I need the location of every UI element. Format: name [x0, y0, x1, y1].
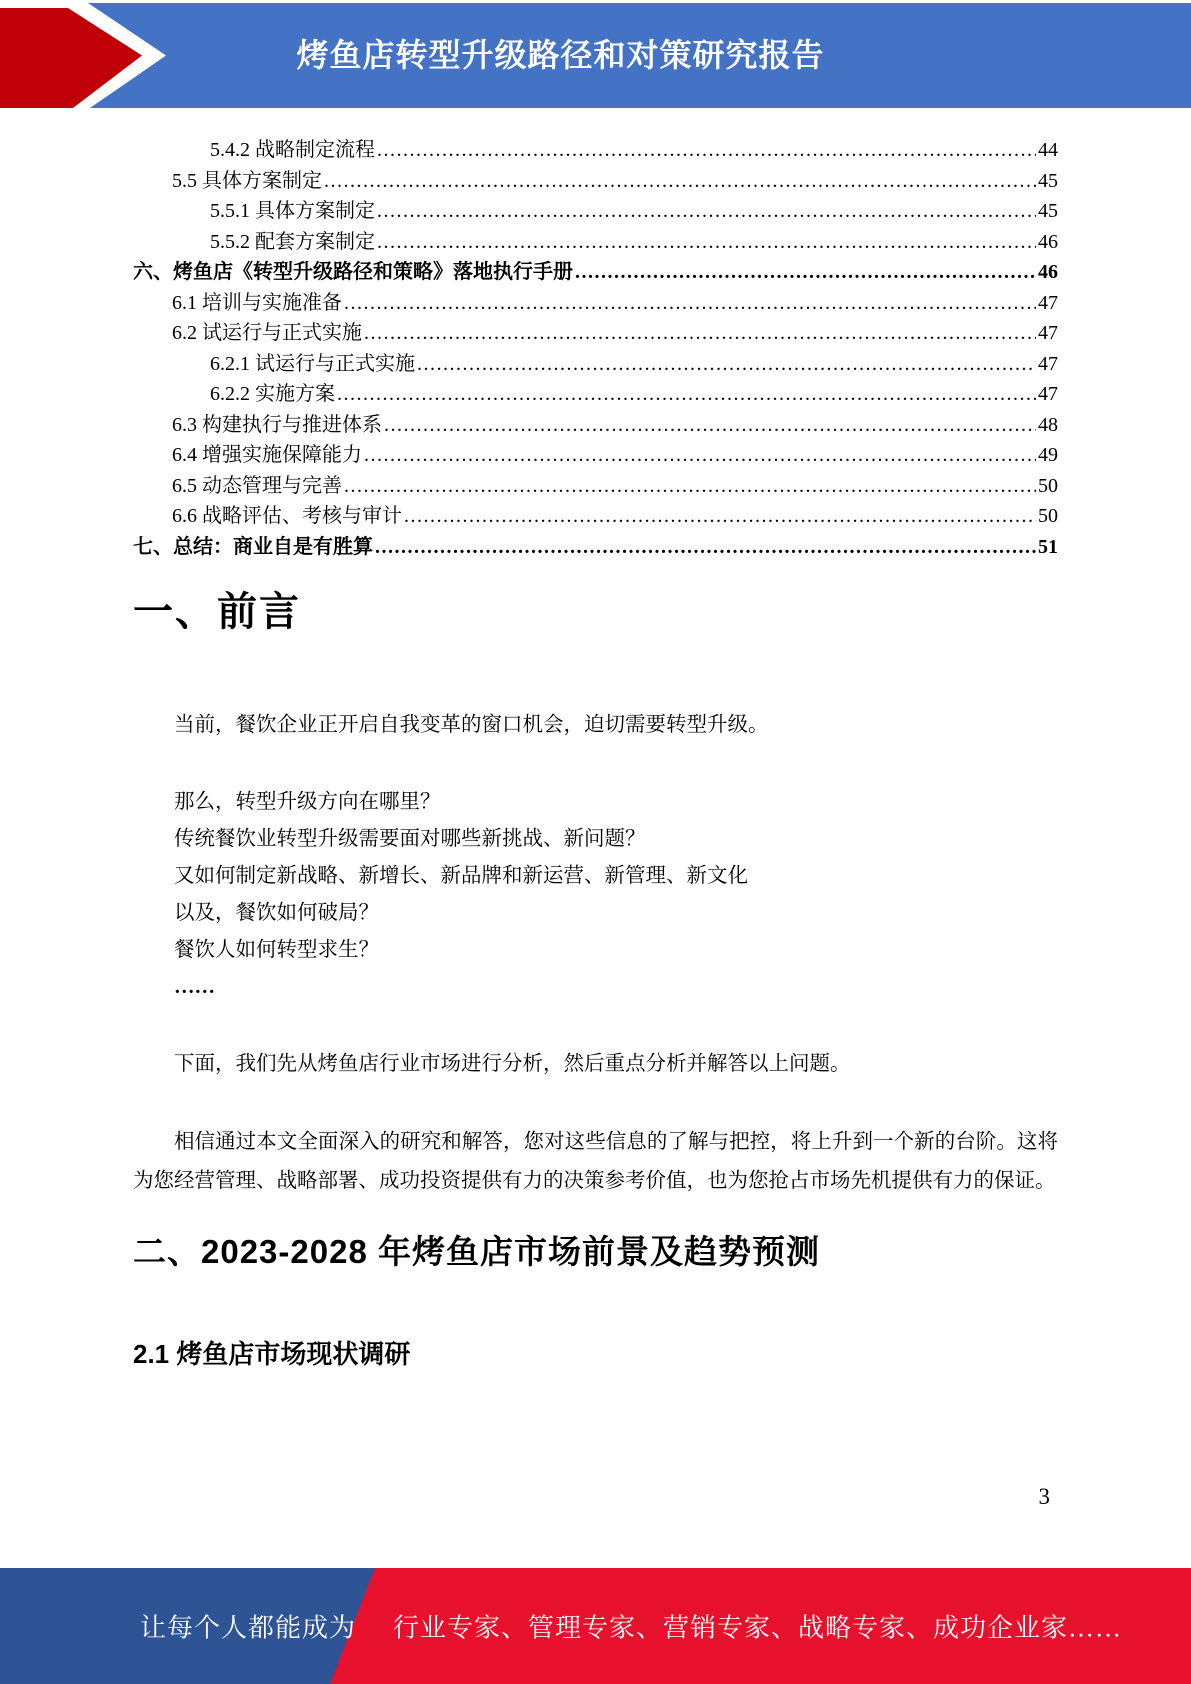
preface-paragraph-3: 相信通过本文全面深入的研究和解答，您对这些信息的了解与把控，将上升到一个新的台阶。这将为您经营管理、战略部署、成功投资提供有力的决策参考价值，也为您抢占市场先机提供有力的保证。	[133, 1131, 1058, 1192]
toc-page-number: 46	[1038, 261, 1058, 283]
toc-entry-label: 七、总结：商业自是有胜算	[133, 535, 373, 558]
toc-page-number: 45	[1038, 200, 1058, 222]
toc-entry[interactable]	[133, 532, 1058, 563]
toc-entry[interactable]	[133, 379, 1058, 410]
toc-entry[interactable]	[133, 288, 1058, 319]
table-of-contents	[133, 135, 1058, 562]
toc-dotted-leader	[417, 349, 1036, 380]
toc-entry[interactable]	[133, 349, 1058, 380]
toc-entry-label: 6.2 试运行与正式实施	[172, 322, 362, 344]
toc-entry-label: 6.6 战略评估、考核与审计	[172, 505, 402, 527]
section-heading-chapter2: 二、2023-2028 年烤鱼店市场前景及趋势预测	[133, 1233, 820, 1270]
toc-dotted-leader	[377, 135, 1036, 166]
toc-entry[interactable]	[133, 166, 1058, 197]
toc-page-number: 47	[1038, 322, 1058, 344]
toc-entry-label: 5.4.2 战略制定流程	[210, 139, 375, 161]
toc-entry-label: 6.2.2 实施方案	[210, 383, 335, 405]
report-title: 烤鱼店转型升级路径和对策研究报告	[296, 37, 825, 73]
toc-dotted-leader	[375, 532, 1036, 563]
toc-dotted-leader	[364, 440, 1036, 471]
toc-entry[interactable]	[133, 501, 1058, 532]
toc-entry-label: 六、烤鱼店《转型升级路径和策略》落地执行手册	[133, 261, 573, 283]
toc-page-number: 47	[1038, 291, 1058, 314]
preface-paragraph-2: 下面，我们先从烤鱼店行业市场进行分析，然后重点分析并解答以上问题。	[174, 1053, 851, 1075]
toc-page-number: 48	[1038, 413, 1058, 436]
toc-entry[interactable]	[133, 227, 1058, 258]
toc-entry[interactable]	[133, 318, 1058, 349]
footer-slogan-left: 让每个人都能成为	[140, 1613, 357, 1643]
toc-entry-label: 6.2.1 试运行与正式实施	[210, 352, 415, 375]
toc-entry-label: 5.5.1 具体方案制定	[210, 200, 375, 222]
toc-entry[interactable]	[133, 471, 1058, 502]
toc-page-number: 46	[1038, 230, 1058, 253]
toc-entry-label: 6.3 构建执行与推进体系	[172, 413, 382, 436]
toc-dotted-leader	[344, 471, 1036, 502]
toc-entry[interactable]	[133, 196, 1058, 227]
section-heading-preface: 一、前言	[133, 590, 301, 634]
toc-dotted-leader	[324, 166, 1036, 197]
toc-dotted-leader	[377, 196, 1036, 227]
toc-dotted-leader	[404, 501, 1036, 532]
preface-question-list	[133, 784, 1058, 1006]
preface-question-line: 那么，转型升级方向在哪里？	[174, 791, 441, 813]
toc-entry-label: 5.5 具体方案制定	[172, 169, 322, 192]
toc-page-number: 44	[1038, 139, 1058, 161]
preface-question-line: 又如何制定新战略、新增长、新品牌和新运营、新管理、新文化	[174, 865, 748, 887]
toc-dotted-leader	[384, 410, 1036, 441]
toc-dotted-leader	[344, 288, 1036, 319]
toc-page-number: 47	[1038, 352, 1058, 375]
toc-page-number: 49	[1038, 444, 1058, 466]
toc-entry[interactable]	[133, 135, 1058, 166]
toc-dotted-leader	[337, 379, 1036, 410]
preface-paragraph-1: 当前，餐饮企业正开启自我变革的窗口机会，迫切需要转型升级。	[174, 714, 769, 736]
toc-entry-label: 6.5 动态管理与完善	[172, 474, 342, 497]
preface-question-line: 传统餐饮业转型升级需要面对哪些新挑战、新问题？	[174, 828, 646, 850]
toc-dotted-leader	[575, 257, 1036, 288]
toc-entry-label: 6.1 培训与实施准备	[172, 291, 342, 314]
toc-entry[interactable]	[133, 410, 1058, 441]
toc-entry[interactable]	[133, 257, 1058, 288]
toc-page-number: 45	[1038, 169, 1058, 192]
footer-slogan-right: 行业专家、管理专家、营销专家、战略专家、成功企业家……	[393, 1613, 1123, 1643]
footer-bar	[0, 1568, 1191, 1684]
toc-entry[interactable]	[133, 440, 1058, 471]
subsection-heading-2-1: 2.1 烤鱼店市场现状调研	[133, 1339, 411, 1369]
header-banner	[0, 3, 1191, 108]
toc-entry-label: 6.4 增强实施保障能力	[172, 444, 362, 466]
toc-page-number: 50	[1038, 474, 1058, 497]
page-number: 3	[1038, 1484, 1050, 1509]
toc-entry-label: 5.5.2 配套方案制定	[210, 230, 375, 253]
preface-ellipsis-line: ……	[174, 976, 215, 998]
preface-question-line: 以及，餐饮如何破局？	[174, 902, 379, 924]
page-content	[133, 135, 1058, 1512]
toc-page-number: 50	[1038, 505, 1058, 527]
toc-page-number: 51	[1038, 535, 1058, 558]
preface-question-line: 餐饮人如何转型求生？	[174, 939, 379, 961]
toc-page-number: 47	[1038, 383, 1058, 405]
toc-dotted-leader	[364, 318, 1036, 349]
toc-dotted-leader	[377, 227, 1036, 258]
